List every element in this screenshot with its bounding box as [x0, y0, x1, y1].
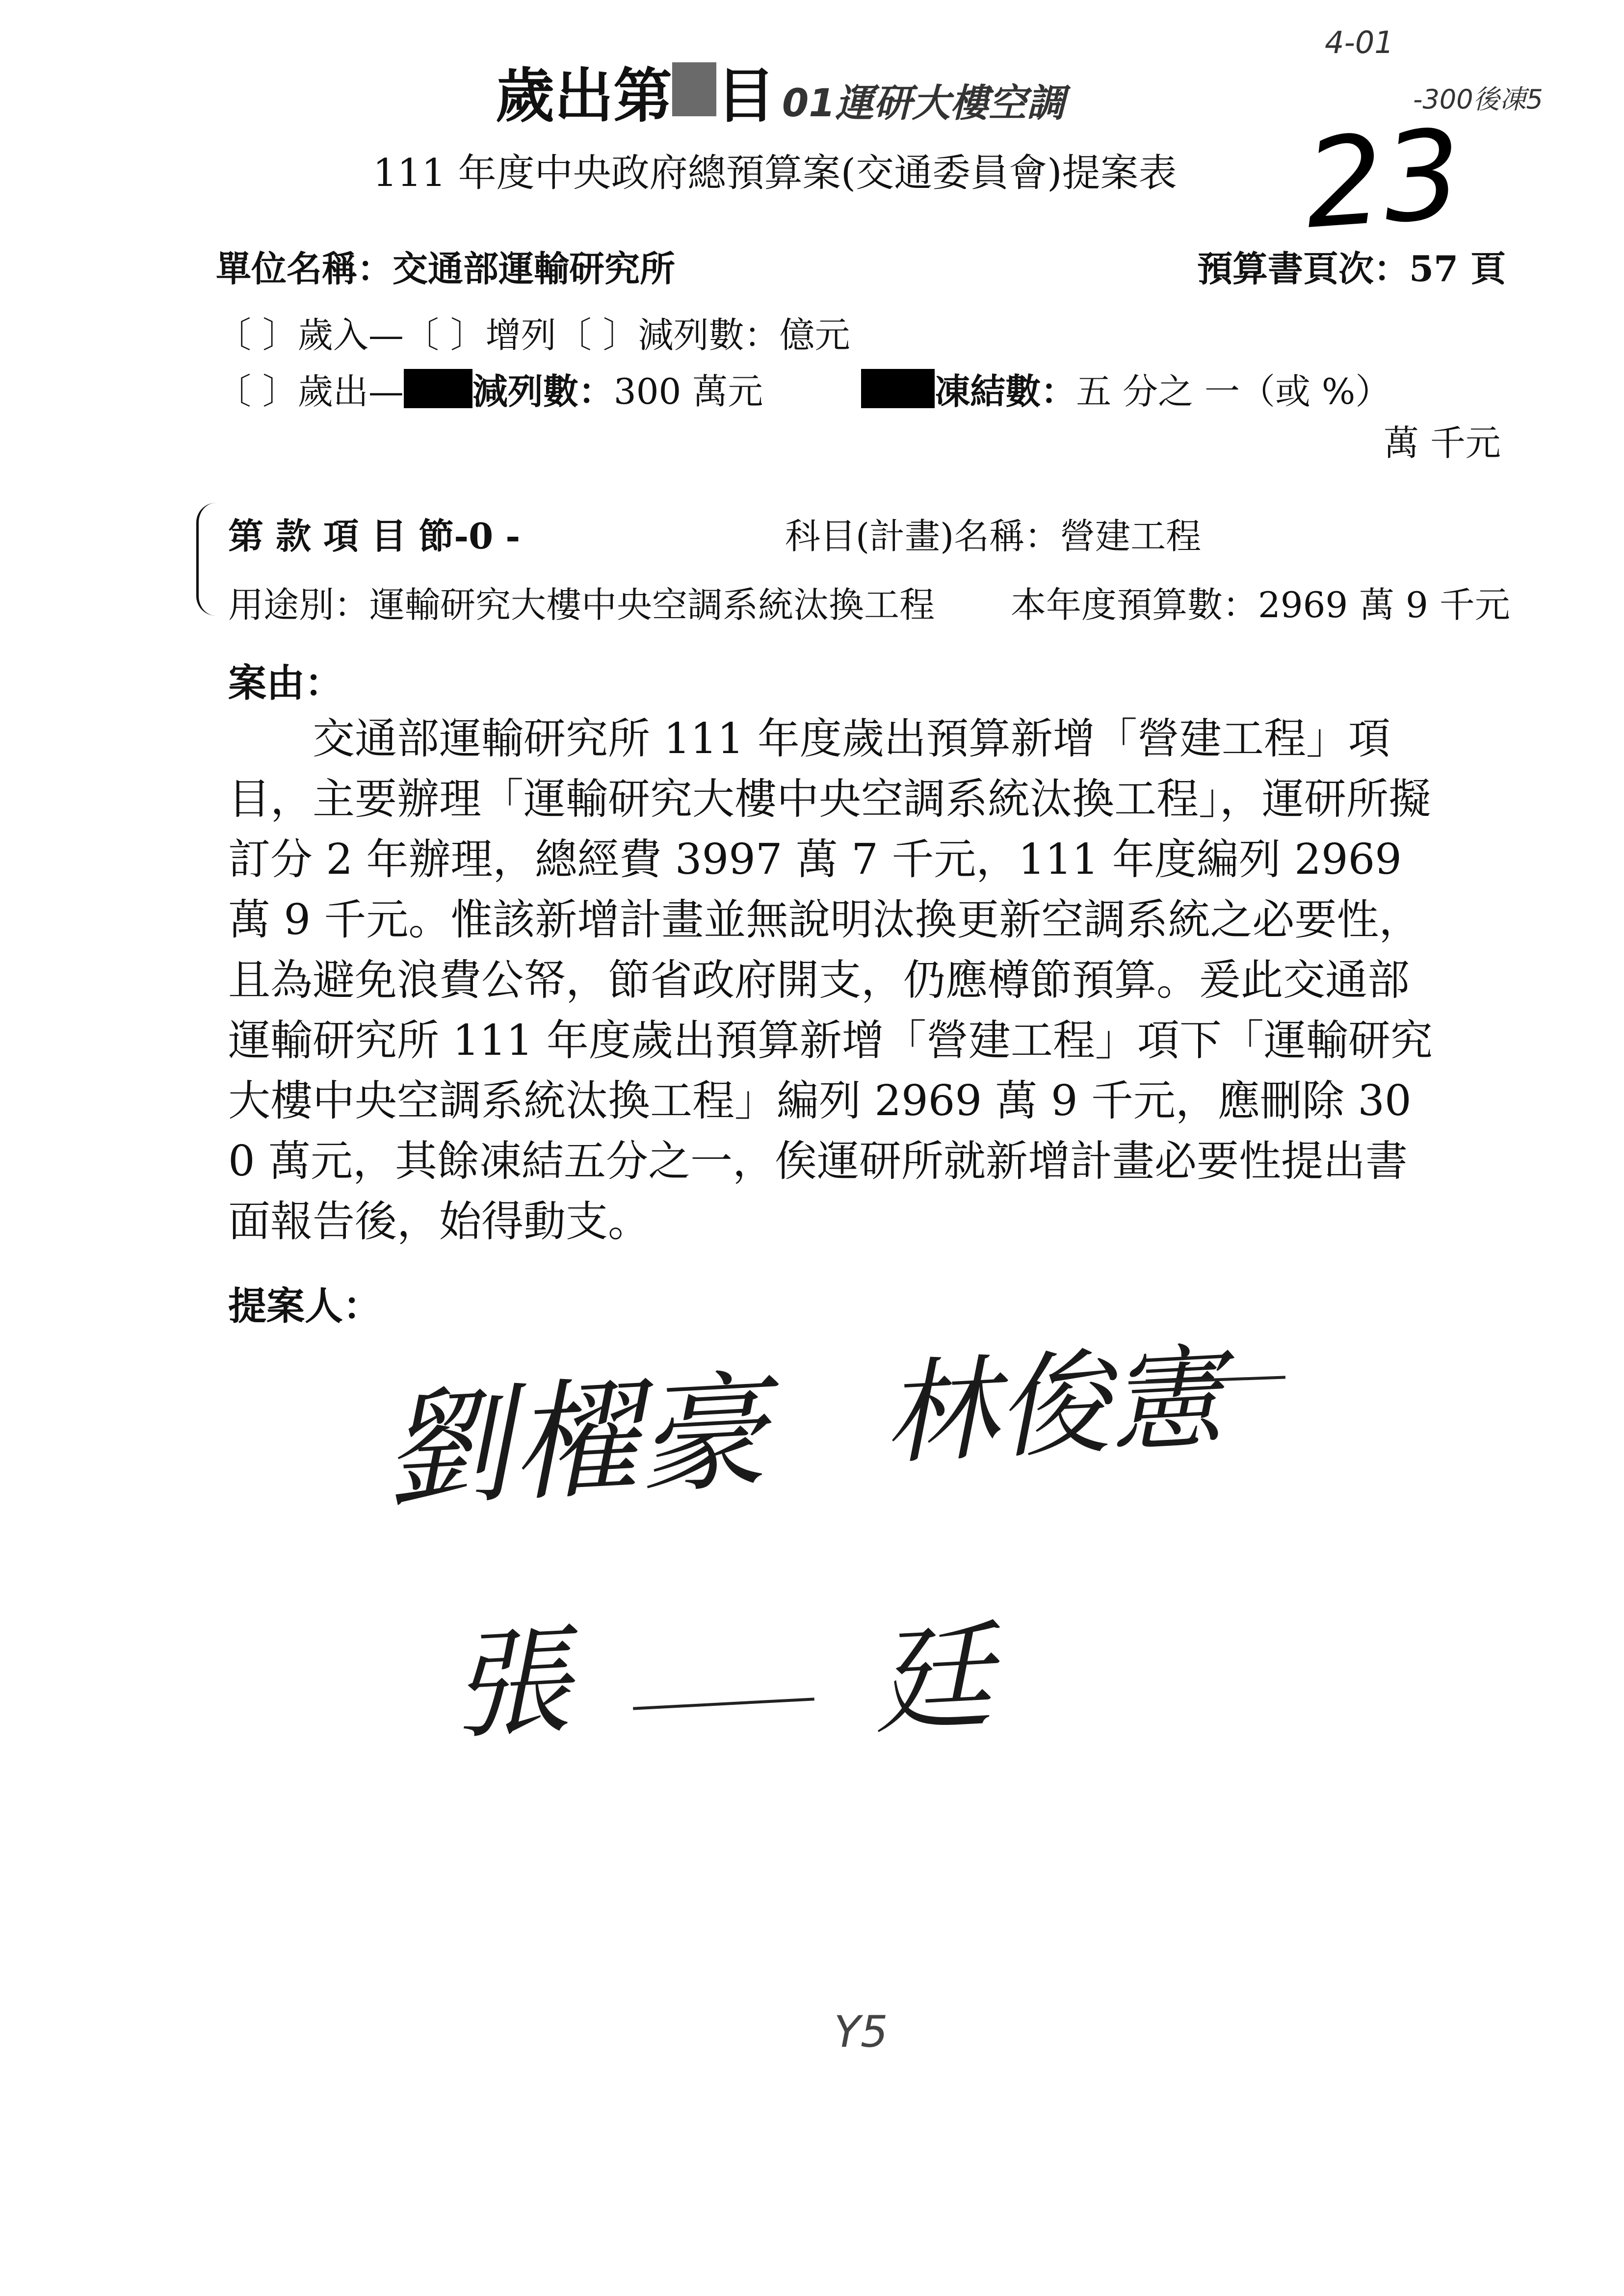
page-code: 4-01 [1325, 25, 1394, 60]
signature-3: 張 [448, 1612, 574, 1756]
reason-heading: 案由： [228, 661, 343, 705]
redaction-box [861, 369, 935, 408]
document-subtitle: 111 年度中央政府總預算案(交通委員會)提案表 [373, 151, 1177, 195]
unit-name: 單位名稱：交通部運輸研究所 [216, 248, 676, 289]
expenditure-line [216, 363, 1390, 414]
proposal-number: 23 [1300, 103, 1466, 256]
cut-label: 減列數： [472, 370, 614, 412]
title-handwritten-note: 01運研大樓空調 [782, 81, 1065, 126]
freeze-label: 凍結數： [935, 370, 1076, 412]
signature-1: 劉櫂豪 [379, 1357, 770, 1526]
title-item-number-box [672, 62, 716, 116]
redaction-box [404, 369, 472, 408]
footer-mark: Y5 [834, 2007, 888, 2057]
title-suffix: 目 [716, 61, 775, 130]
signature-stroke [633, 1697, 814, 1710]
subject-name: 科目(計畫)名稱：營建工程 [785, 516, 1202, 557]
usage-line: 用途別：運輸研究大樓中央空調系統汰換工程 [228, 584, 935, 626]
item-label: 第 款 項 目 節-0 - [228, 515, 521, 557]
freeze-value: 五 分之 一（或 %） [1076, 371, 1391, 412]
proposer-heading: 提案人： [228, 1284, 382, 1329]
document-title [496, 49, 1065, 133]
reason-body [228, 709, 1435, 1252]
budget-page-ref: 預算書頁次：57 頁 [1197, 248, 1506, 289]
title-prefix: 歲出第 [496, 61, 672, 130]
reason-paragraph: 交通部運輸研究所 111 年度歲出預算新增「營建工程」項目，主要辦理「運輸研究大樓中央空調系統汰換工程」，運研所擬訂分 2 年辦理，總經費 3997 萬 7 千元，111 年度編列 2969 萬 9 千元。惟該新增計畫並無說明汰換更新空調系統之必要性，且為避免浪費公帑，節省政府開支，仍應樽節預算。爰此交通部運輸研究所 111 年度歲出預算新增「營建工程」項下「運輸研究大樓中央空調系統汰換工程」編列 2969 萬 9 千元，應刪除 300 萬元，其餘凍結五分之一，俟運研所就新增計畫必要性提出書面報告後，始得動支。 [228, 714, 1433, 1246]
cut-value: 300 萬元 [613, 371, 763, 412]
signature-2: 林俊憲 [880, 1332, 1226, 1481]
budget-amount: 本年度預算數：2969 萬 9 千元 [1011, 584, 1510, 626]
handwritten-note: -300後凍5 [1413, 84, 1543, 115]
expenditure-prefix: 〔 〕歲出— [216, 371, 404, 412]
revenue-line: 〔 〕歲入—〔 〕增列〔 〕減列數：億元 [216, 314, 850, 356]
units-line: 萬 千元 [1384, 422, 1501, 464]
signature-4: 廷 [870, 1607, 995, 1751]
